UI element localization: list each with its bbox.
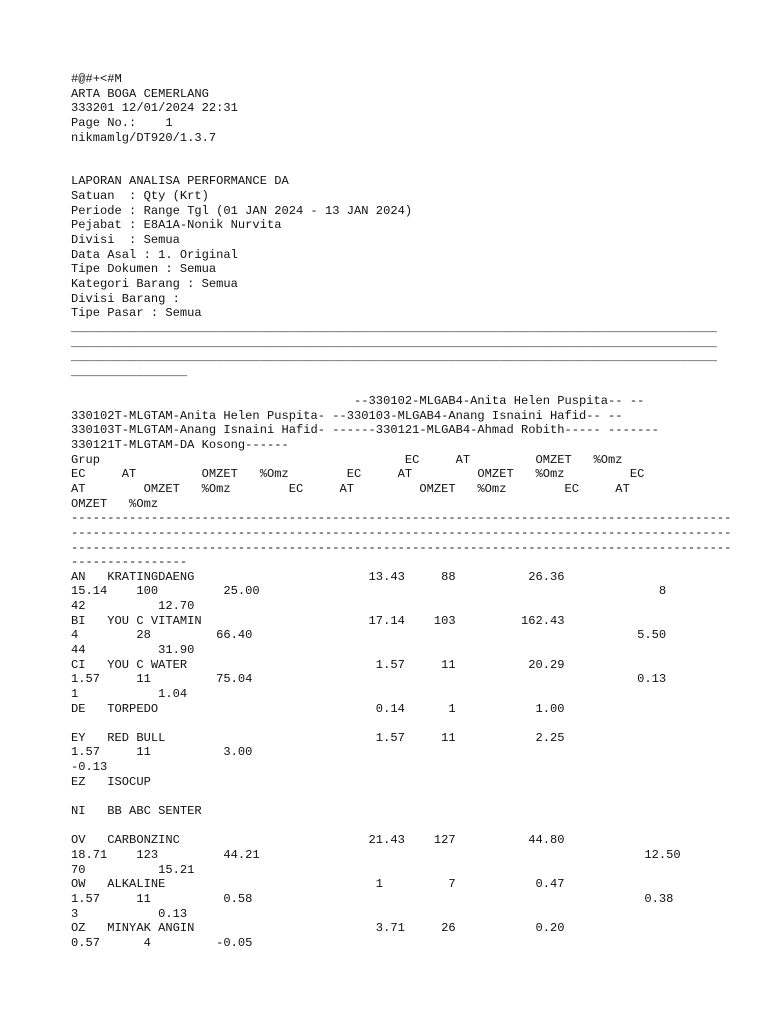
underscore-rule: _________________________________________________________________________________________ (71, 350, 717, 365)
dash-rule: ------------------------------------------------------------------------------------------- (71, 525, 732, 540)
dash-rules (71, 511, 731, 570)
underscore-rule: ________________ (71, 364, 188, 379)
print-stamp: 333201 12/01/2024 22:31 (71, 101, 238, 116)
row-line: 3 0.13 (71, 906, 188, 921)
report-title: LAPORAN ANALISA PERFORMANCE DA (71, 174, 289, 189)
table-row (71, 731, 731, 775)
dash-rule: ------------------------------------------------------------------------------------------- (71, 540, 732, 555)
row-line: NI BB ABC SENTER (71, 804, 202, 819)
row-line: BI YOU C VITAMIN 17.14 103 162.43 (71, 613, 565, 628)
row-line: OZ MINYAK ANGIN 3.71 26 0.20 (71, 921, 565, 936)
criteria-line: Tipe Pasar : Semua (71, 306, 202, 321)
column-header-line: 330121T-MLGTAM-DA Kosong------ (71, 438, 289, 453)
spacer (71, 379, 731, 394)
row-line: 1 1.04 (71, 686, 188, 701)
criteria-line: Data Asal : 1. Original (71, 247, 238, 262)
row-line: -0.13 (71, 760, 108, 775)
table-row (71, 570, 731, 614)
table-row (71, 921, 731, 950)
row-line: 0.57 4 -0.05 (71, 935, 253, 950)
criteria-line: Divisi : Semua (71, 233, 180, 248)
row-line: AN KRATINGDAENG 13.43 88 26.36 (71, 569, 565, 584)
column-header-line: 330103T-MLGTAM-Anang Isnaini Hafid- ------330121-MLGAB4-Ahmad Robith----- ------- (71, 423, 659, 438)
report-criteria (71, 189, 731, 321)
row-line: CI YOU C WATER 1.57 11 20.29 (71, 657, 565, 672)
program-id: nikmamlg/DT920/1.3.7 (71, 130, 217, 145)
page-number: Page No.: 1 (71, 115, 173, 130)
column-header-line: EC AT OMZET %Omz EC AT OMZET %Omz EC (71, 467, 645, 482)
column-header-line: OMZET %Omz (71, 496, 159, 511)
table-row (71, 614, 731, 658)
row-line: 44 31.90 (71, 642, 195, 657)
row-line (71, 716, 731, 731)
criteria-line: Divisi Barang : (71, 291, 180, 306)
underscore-rule: _________________________________________________________________________________________ (71, 320, 717, 335)
spacer (71, 145, 731, 160)
table-row (71, 877, 731, 921)
report-printout (71, 72, 731, 950)
row-line: 1.57 11 75.04 0.13 (71, 672, 667, 687)
criteria-line: Satuan : Qty (Krt) (71, 189, 209, 204)
spacer (71, 160, 731, 175)
criteria-line: Tipe Dokumen : Semua (71, 262, 217, 277)
row-line: EZ ISOCUP (71, 774, 151, 789)
row-line (71, 789, 731, 804)
row-line: 1.57 11 0.58 0.38 (71, 891, 674, 906)
report-rows (71, 570, 731, 951)
criteria-line: Periode : Range Tgl (01 JAN 2024 - 13 JAN 2024) (71, 203, 413, 218)
table-row (71, 775, 731, 804)
row-line: 4 28 66.40 5.50 (71, 628, 667, 643)
company-name: ARTA BOGA CEMERLANG (71, 86, 209, 101)
criteria-line: Pejabat : E8A1A-Nonik Nurvita (71, 218, 282, 233)
underscore-rules (71, 321, 731, 380)
row-line: OW ALKALINE 1 7 0.47 (71, 877, 565, 892)
row-line: 70 15.21 (71, 862, 195, 877)
report-header (71, 72, 731, 145)
row-line: 18.71 123 44.21 12.50 (71, 847, 681, 862)
table-row (71, 702, 731, 731)
row-line: OV CARBONZINC 21.43 127 44.80 (71, 833, 565, 848)
row-line: 15.14 100 25.00 8 (71, 584, 667, 599)
header-line: #@#+<#M (71, 72, 122, 86)
column-header-line: AT OMZET %Omz EC AT OMZET %Omz EC AT (71, 481, 630, 496)
row-line: EY RED BULL 1.57 11 2.25 (71, 730, 565, 745)
column-header-line: --330102-MLGAB4-Anita Helen Puspita-- -- (71, 394, 645, 409)
dash-rule: ---------------- (71, 555, 188, 570)
row-line: 1.57 11 3.00 (71, 745, 253, 760)
table-row (71, 658, 731, 702)
row-line: 42 12.70 (71, 599, 195, 614)
row-line: DE TORPEDO 0.14 1 1.00 (71, 701, 565, 716)
row-line (71, 819, 731, 834)
criteria-line: Kategori Barang : Semua (71, 276, 238, 291)
underscore-rule: _________________________________________________________________________________________ (71, 335, 717, 350)
column-headers (71, 394, 731, 511)
column-header-line: Grup EC AT OMZET %Omz (71, 452, 623, 467)
column-header-line: 330102T-MLGTAM-Anita Helen Puspita- --330103-MLGAB4-Anang Isnaini Hafid-- -- (71, 408, 623, 423)
dash-rule: ------------------------------------------------------------------------------------------- (71, 511, 732, 526)
table-row (71, 833, 731, 877)
table-row (71, 804, 731, 833)
